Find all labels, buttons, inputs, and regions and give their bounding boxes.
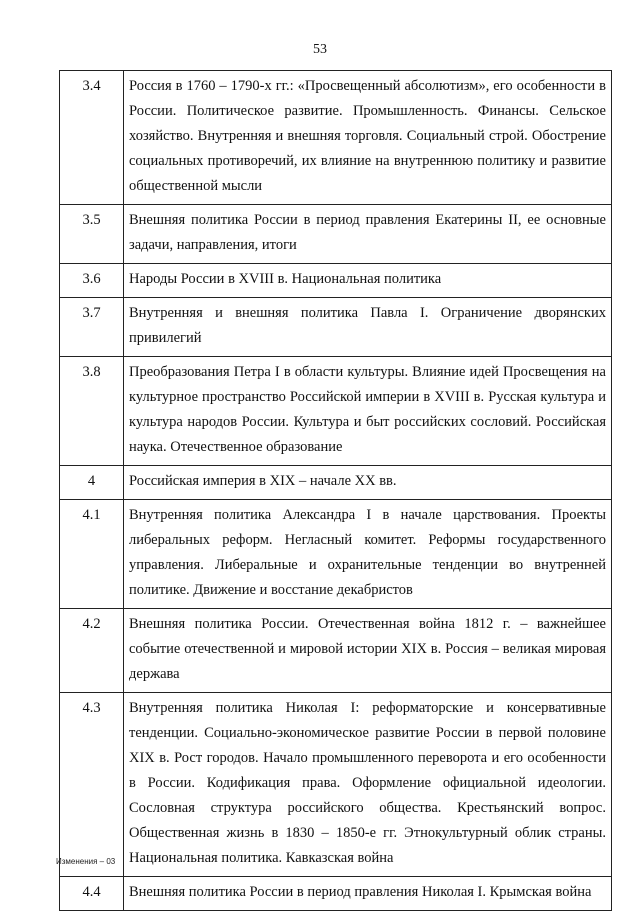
topic-description: Внутренняя политика Александра I в начале царствования. Проекты либеральных реформ. Негласный комитет. Реформы государственного управления. Либеральные и охранительные тенденции во внутренней политике. Движение и восстание декабристов xyxy=(124,500,612,609)
topic-description: Внутренняя политика Николая I: реформаторские и консервативные тенденции. Социально-экономическое развитие России в первой половине XIX в. Рост городов. Начало промышленного переворота и его особенности в России. Кодификация права. Оформление официальной идеологии. Сословная структура российского общества. Крестьянский вопрос. Общественная жизнь в 1830 – 1850-е гг. Этнокультурный облик страны. Национальная политика. Кавказская война xyxy=(124,693,612,877)
topic-number: 4.3 xyxy=(60,693,124,877)
topic-number: 3.4 xyxy=(60,71,124,205)
topic-description: Внешняя политика России в период правления Николая I. Крымская война xyxy=(124,877,612,911)
table-row xyxy=(60,500,612,609)
table-row xyxy=(60,71,612,205)
topic-description: Российская империя в XIX – начале XX вв. xyxy=(124,466,612,500)
table-row xyxy=(60,205,612,264)
topics-table xyxy=(59,70,612,911)
page-number: 53 xyxy=(313,42,327,57)
table-row xyxy=(60,466,612,500)
table-row xyxy=(60,609,612,693)
topic-description: Россия в 1760 – 1790-х гг.: «Просвещенный абсолютизм», его особенности в России. Политическое развитие. Промышленность. Финансы. Сельское хозяйство. Внутренняя и внешняя торговля. Социальный строй. Обострение социальных противоречий, их влияние на внутреннюю политику и развитие общественной мысли xyxy=(124,71,612,205)
topic-number: 4.1 xyxy=(60,500,124,609)
topic-number: 3.5 xyxy=(60,205,124,264)
topic-number: 3.7 xyxy=(60,298,124,357)
topic-description: Внутренняя и внешняя политика Павла I. Ограничение дворянских привилегий xyxy=(124,298,612,357)
table-row xyxy=(60,693,612,877)
topic-description: Преобразования Петра I в области культуры. Влияние идей Просвещения на культурное пространство Российской империи в XVIII в. Русская культура и культура народов России. Культура и быт российских сословий. Российская наука. Отечественное образование xyxy=(124,357,612,466)
footer-revision-note: Изменения – 03 xyxy=(56,857,116,866)
topic-description: Внешняя политика России в период правления Екатерины II, ее основные задачи, направления, итоги xyxy=(124,205,612,264)
topic-description: Народы России в XVIII в. Национальная политика xyxy=(124,264,612,298)
topic-number: 4.2 xyxy=(60,609,124,693)
topic-number: 3.6 xyxy=(60,264,124,298)
table-row xyxy=(60,357,612,466)
topic-number: 4.4 xyxy=(60,877,124,911)
topic-number: 4 xyxy=(60,466,124,500)
table-row xyxy=(60,877,612,911)
topic-number: 3.8 xyxy=(60,357,124,466)
table-row xyxy=(60,264,612,298)
topic-description: Внешняя политика России. Отечественная война 1812 г. – важнейшее событие отечественной и мировой истории XIX в. Россия – великая мировая держава xyxy=(124,609,612,693)
table-row xyxy=(60,298,612,357)
